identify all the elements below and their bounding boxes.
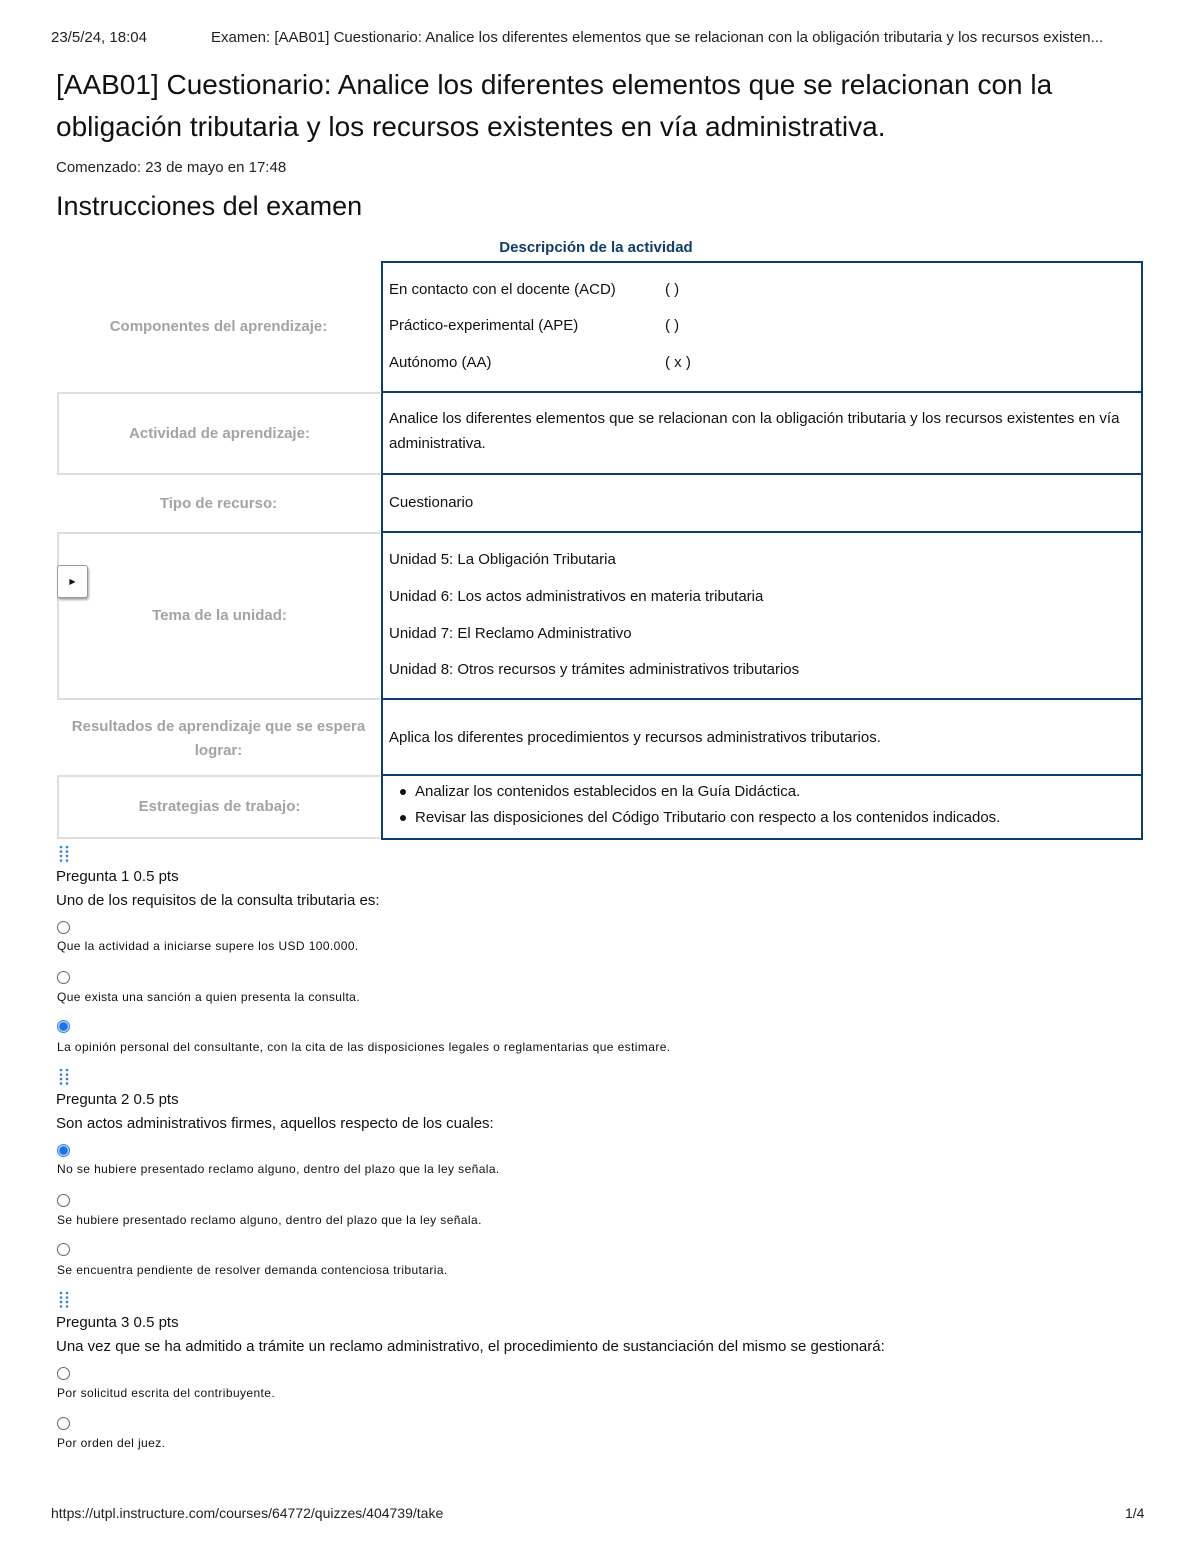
question-text: Una vez que se ha admitido a trámite un reclamo administrativo, el procedimiento de sustanciación del mismo se gestionará: — [56, 1338, 885, 1355]
activity-value — [381, 393, 1143, 475]
question-text: Son actos administrativos firmes, aquellos respecto de los cuales: — [56, 1115, 494, 1132]
instructions-heading: Instrucciones del examen — [56, 191, 363, 221]
answer-label[interactable]: Por solicitud escrita del contribuyente. — [57, 1386, 276, 1400]
page-title: [AAB01] Cuestionario: Analice los diferentes elementos que se relacionan con la obligación tributaria y los recursos existentes en vía administrativa. — [56, 69, 1053, 142]
strategies-list — [383, 779, 1000, 831]
drag-handle-icon[interactable] — [58, 1291, 70, 1309]
strategies-label: Estrategias de trabajo: — [57, 775, 380, 839]
component-item — [389, 317, 989, 334]
answer-radio[interactable] — [57, 971, 70, 984]
answer-label[interactable]: Se hubiere presentado reclamo alguno, dentro del plazo que la ley señala. — [57, 1213, 482, 1227]
component-name: En contacto con el docente (ACD) — [389, 281, 616, 298]
component-name: Práctico-experimental (APE) — [389, 317, 579, 334]
question-header: Pregunta 1 0.5 pts — [56, 868, 179, 885]
answer-radio[interactable] — [57, 1367, 70, 1380]
started-time: Comenzado: 23 de mayo en 17:48 — [56, 159, 287, 176]
strategy-item: Analizar los contenidos establecidos en la Guía Didáctica. — [383, 779, 1000, 805]
resource-text: Cuestionario — [389, 494, 474, 511]
resource-value — [381, 475, 1143, 533]
answer-label[interactable]: Por orden del juez. — [57, 1436, 166, 1450]
print-title: Examen: [AAB01] Cuestionario: Analice los diferentes elementos que se relacionan con la obligación tributaria y los recursos existen... — [211, 29, 1104, 46]
answer-label[interactable]: La opinión personal del consultante, con la cita de las disposiciones legales o reglamentarias que estimare. — [57, 1040, 671, 1054]
unit-item: Unidad 6: Los actos administrativos en materia tributaria — [389, 588, 764, 605]
print-date: 23/5/24, 18:04 — [51, 29, 147, 46]
unit-item: Unidad 7: El Reclamo Administrativo — [389, 625, 632, 642]
results-label: Resultados de aprendizaje que se espera lograr: — [71, 717, 366, 759]
results-text: Aplica los diferentes procedimientos y recursos administrativos tributarios. — [389, 729, 881, 746]
component-mark: ( x ) — [665, 354, 691, 371]
question-text: Uno de los requisitos de la consulta tributaria es: — [56, 892, 380, 909]
components-value — [381, 261, 1143, 393]
component-mark: ( ) — [665, 281, 680, 298]
drag-handle-icon[interactable] — [58, 845, 70, 863]
footer-url: https://utpl.instructure.com/courses/64772/quizzes/404739/take — [51, 1505, 444, 1521]
strategies-value — [381, 776, 1143, 840]
unit-item: Unidad 8: Otros recursos y trámites administrativos tributarios — [389, 661, 800, 678]
components-label: Componentes del aprendizaje: — [109, 318, 328, 335]
answer-radio[interactable] — [57, 921, 70, 934]
unit-item: Unidad 5: La Obligación Tributaria — [389, 551, 616, 568]
answer-radio[interactable] — [57, 1417, 70, 1430]
answer-radio-selected[interactable] — [57, 1020, 70, 1033]
answer-label[interactable]: Que la actividad a iniciarse supere los USD 100.000. — [57, 939, 359, 953]
question-header: Pregunta 3 0.5 pts — [56, 1314, 179, 1331]
resource-label: Tipo de recurso: — [159, 494, 278, 512]
activity-text: Analice los diferentes elementos que se relacionan con la obligación tributaria y los recursos existentes en vía administrativa. — [389, 410, 1120, 452]
component-item — [389, 281, 989, 298]
expand-button[interactable] — [57, 565, 88, 598]
expand-triangle-icon: ▶ — [69, 577, 76, 586]
question-header: Pregunta 2 0.5 pts — [56, 1091, 179, 1108]
component-mark: ( ) — [665, 317, 680, 334]
activity-label: Actividad de aprendizaje: — [57, 392, 380, 475]
strategy-item: Revisar las disposiciones del Código Tributario con respecto a los contenidos indicados. — [383, 805, 1000, 831]
component-name: Autónomo (AA) — [389, 354, 492, 371]
units-label: Tema de la unidad: — [57, 532, 380, 700]
activity-table-caption: Descripción de la actividad — [499, 239, 693, 256]
footer-page-number: 1/4 — [1125, 1505, 1145, 1521]
drag-handle-icon[interactable] — [58, 1068, 70, 1086]
component-item — [389, 354, 989, 371]
answer-label[interactable]: No se hubiere presentado reclamo alguno, dentro del plazo que la ley señala. — [57, 1162, 500, 1176]
answer-label[interactable]: Se encuentra pendiente de resolver demanda contenciosa tributaria. — [57, 1263, 448, 1277]
units-value — [381, 533, 1143, 700]
answer-radio-selected[interactable] — [57, 1144, 70, 1157]
answer-radio[interactable] — [57, 1194, 70, 1207]
answer-label[interactable]: Que exista una sanción a quien presenta la consulta. — [57, 990, 360, 1004]
results-value — [381, 700, 1143, 776]
answer-radio[interactable] — [57, 1243, 70, 1256]
